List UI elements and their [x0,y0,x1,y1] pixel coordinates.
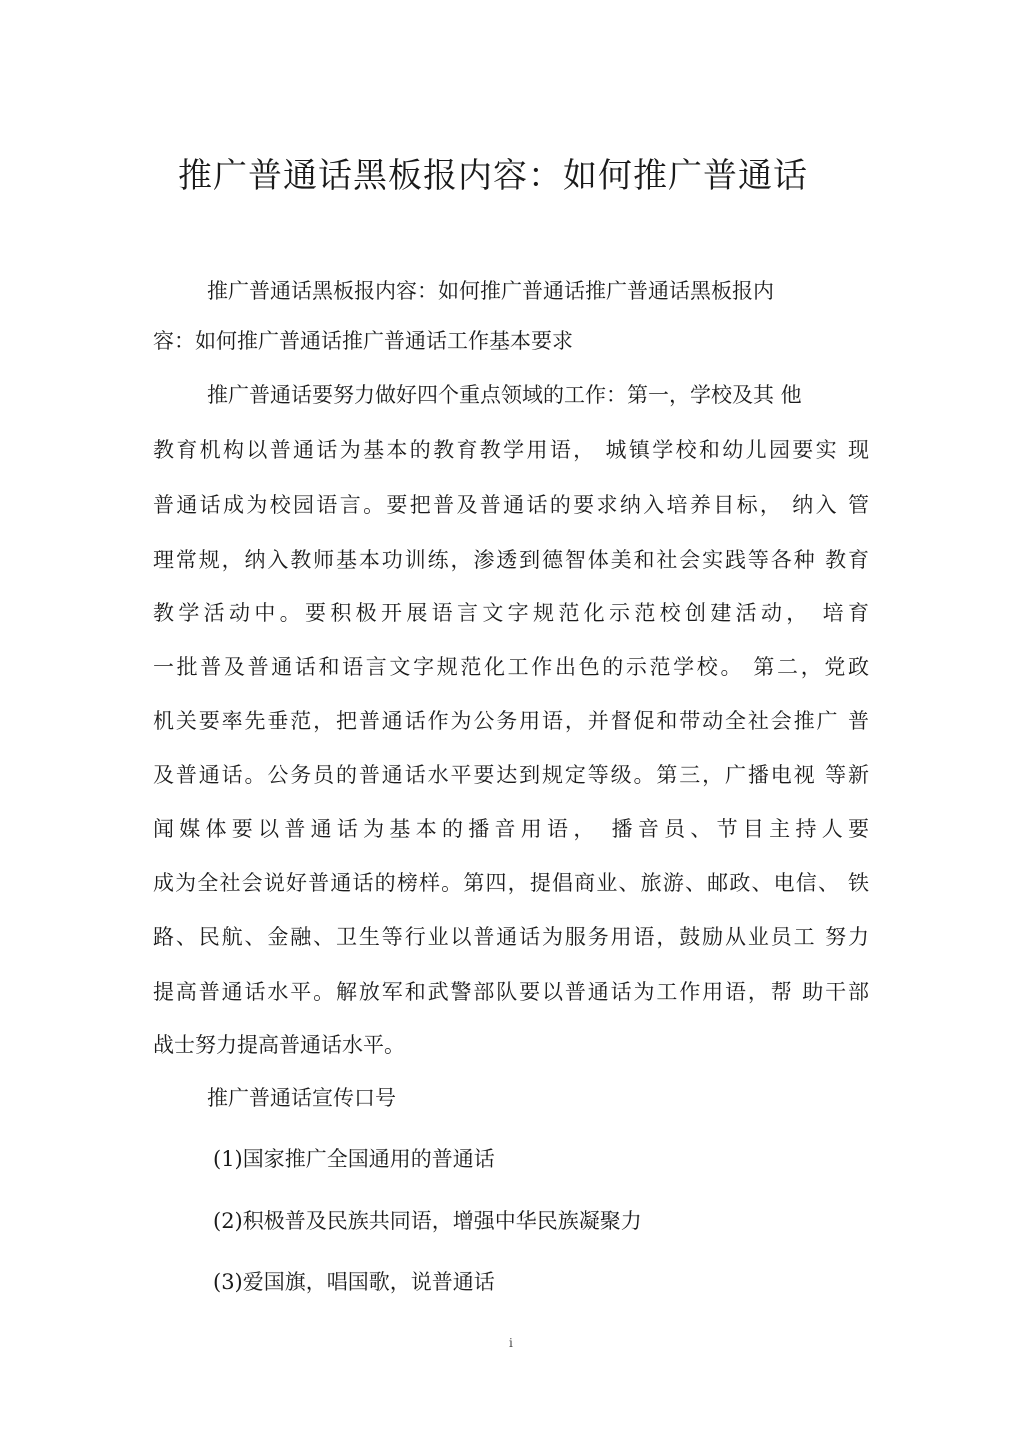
body-line: 战士努力提高普通话水平。 [153,1033,405,1057]
body-line: 普通话成为校园语言。要把普及普通话的要求纳入培养目标， 纳入 管 [153,493,869,517]
body-line: 一批普及普通话和语言文字规范化工作出色的示范学校。 第二，党政 [153,655,869,679]
document-title: 推广普通话黑板报内容：如何推广普通话 [178,156,808,196]
slogan-heading: 推广普通话宣传口号 [207,1086,396,1110]
body-line: 教育机构以普通话为基本的教育教学用语， 城镇学校和幼儿园要实 现 [153,438,869,462]
body-line: 机关要率先垂范，把普通话作为公务用语，并督促和带动全社会推广 普 [153,709,869,733]
body-line: 教学活动中。要积极开展语言文字规范化示范校创建活动， 培育 [153,601,869,625]
intro-line: 容：如何推广普通话推广普通话工作基本要求 [153,329,573,353]
body-line: 路、民航、金融、卫生等行业以普通话为服务用语，鼓励从业员工 努力 [153,925,869,949]
slogan-item: (1)国家推广全国通用的普通话 [213,1147,495,1171]
page-number: i [509,1336,513,1350]
body-line: 成为全社会说好普通话的榜样。第四，提倡商业、旅游、邮政、电信、 铁 [153,871,869,895]
body-line: 闻媒体要以普通话为基本的播音用语， 播音员、节目主持人要 [153,817,869,841]
body-line: 及普通话。公务员的普通话水平要达到规定等级。第三，广播电视 等新 [153,763,869,787]
slogan-item: (3)爱国旗，唱国歌，说普通话 [213,1270,495,1294]
body-line: 提高普通话水平。解放军和武警部队要以普通话为工作用语，帮 助干部 [153,980,869,1004]
slogan-item: (2)积极普及民族共同语，增强中华民族凝聚力 [213,1209,642,1233]
body-line: 理常规，纳入教师基本功训练，渗透到德智体美和社会实践等各种 教育 [153,548,869,572]
body-line: 推广普通话要努力做好四个重点领域的工作：第一，学校及其 他 [207,383,802,407]
intro-line: 推广普通话黑板报内容：如何推广普通话推广普通话黑板报内 [207,279,774,303]
